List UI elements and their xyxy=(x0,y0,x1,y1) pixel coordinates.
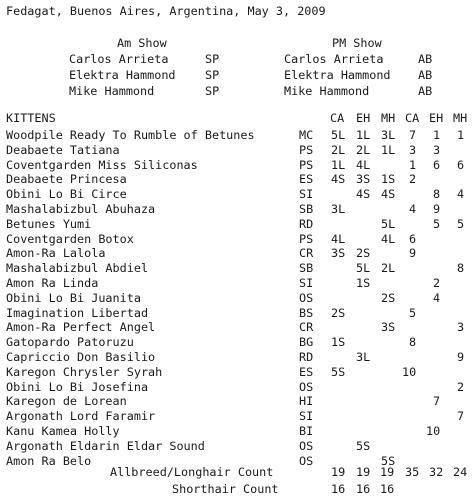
totals-value: 24 xyxy=(453,465,468,479)
score-cell: 9 xyxy=(409,246,417,261)
show-header: Fedagat, Buenos Aires, Argentina, May 3, 2009 xyxy=(6,4,326,18)
score-cell: 2L xyxy=(381,261,396,276)
am-judge-name: Elektra Hammond xyxy=(69,68,176,82)
column-header: MH xyxy=(453,111,468,125)
cat-name: Karegon de Lorean xyxy=(6,394,127,409)
cat-name: Amon-Ra Lalola xyxy=(6,246,106,261)
column-header: CA xyxy=(405,111,420,125)
am-judge-name: Mike Hammond xyxy=(69,84,155,98)
cat-name: Amon-Ra Perfect Angel xyxy=(6,320,156,335)
totals-label: Shorthair Count xyxy=(172,482,279,496)
pm-judge-code: AB xyxy=(418,68,433,82)
score-cell: 3L xyxy=(331,202,346,216)
score-cell: 3 xyxy=(409,142,417,157)
score-cell: 2L xyxy=(331,142,346,157)
score-cell: 1 xyxy=(433,128,441,142)
score-cell: 5S xyxy=(381,453,396,468)
color-class-code: ES xyxy=(299,364,314,379)
score-cell: 1L xyxy=(381,142,396,157)
score-cell: 4 xyxy=(457,187,465,202)
score-cell: 2S xyxy=(356,246,371,261)
score-cell: 2 xyxy=(409,172,417,187)
score-cell: 2S xyxy=(381,290,396,305)
score-cell: 2 xyxy=(433,276,441,290)
cat-name: Deabaete Tatiana xyxy=(6,142,120,157)
cat-name: Betunes Yumi xyxy=(6,216,92,231)
score-cell: 9 xyxy=(457,350,465,364)
totals-value: 32 xyxy=(429,465,444,479)
score-cell: 4L xyxy=(331,231,346,246)
color-class-code: PS xyxy=(299,157,314,172)
color-class-code: RD xyxy=(299,350,314,364)
score-cell: 4S xyxy=(381,187,396,202)
score-cell: 3L xyxy=(356,350,371,364)
am-show-title: Am Show xyxy=(117,36,167,50)
column-header: MH xyxy=(381,111,396,125)
score-cell: 5S xyxy=(331,364,346,379)
score-cell: 5 xyxy=(409,305,417,320)
color-class-code: SI xyxy=(299,187,314,202)
cat-name: Capriccio Don Basilio xyxy=(6,350,156,364)
score-cell: 1L xyxy=(356,128,371,142)
section-label: KITTENS xyxy=(6,111,56,125)
score-cell: 3S xyxy=(331,246,346,261)
totals-value: 19 xyxy=(331,465,346,479)
score-cell: 9 xyxy=(433,202,441,216)
totals-value: 19 xyxy=(380,465,395,479)
cat-name: Woodpile Ready To Rumble of Betunes xyxy=(6,128,255,142)
score-cell: 8 xyxy=(433,187,441,202)
score-cell: 1L xyxy=(331,157,346,172)
cat-name: Coventgarden Botox xyxy=(6,231,134,246)
score-cell: 7 xyxy=(457,409,465,424)
cat-name: Karegon Chrysler Syrah xyxy=(6,364,163,379)
score-cell: 4 xyxy=(409,202,417,216)
am-judge-code: SP xyxy=(205,68,220,82)
score-cell: 8 xyxy=(457,261,465,276)
score-cell: 5S xyxy=(356,438,371,453)
score-cell: 10 xyxy=(402,364,417,379)
score-cell: 4S xyxy=(331,172,346,187)
color-class-code: OS xyxy=(299,290,314,305)
score-cell: 6 xyxy=(409,231,417,246)
color-class-code: PS xyxy=(299,142,314,157)
color-class-code: PS xyxy=(299,231,314,246)
cat-name: Mashalabizbul Abdiel xyxy=(6,261,149,276)
score-cell: 2S xyxy=(331,305,346,320)
score-cell: 3 xyxy=(433,142,441,157)
color-class-code: HI xyxy=(299,394,314,409)
am-judge-code: SP xyxy=(205,52,220,66)
color-class-code: MC xyxy=(299,128,314,142)
score-cell: 4L xyxy=(381,231,396,246)
score-cell: 5L xyxy=(331,128,346,142)
pm-show-title: PM Show xyxy=(332,36,382,50)
pm-judge-code: AB xyxy=(418,84,433,98)
score-cell: 7 xyxy=(409,128,417,142)
color-class-code: CR xyxy=(299,320,314,335)
score-cell: 4L xyxy=(356,157,371,172)
cat-name: Obini Lo Bi Juanita xyxy=(6,290,141,305)
score-cell: 1 xyxy=(457,128,465,142)
column-header: CA xyxy=(330,111,345,125)
column-header: EH xyxy=(429,111,444,125)
score-cell: 3S xyxy=(356,172,371,187)
color-class-code: SB xyxy=(299,202,314,216)
pm-judge-code: AB xyxy=(418,52,433,66)
cat-name: Gatopardo Patoruzu xyxy=(6,335,134,350)
color-class-code: OS xyxy=(299,379,314,394)
pm-judge-name: Elektra Hammond xyxy=(284,68,391,82)
cat-name: Kanu Kamea Holly xyxy=(6,424,120,438)
color-class-code: SI xyxy=(299,409,314,424)
score-cell: 7 xyxy=(433,394,441,409)
cat-name: Imagination Libertad xyxy=(6,305,149,320)
color-class-code: SB xyxy=(299,261,314,276)
score-cell: 4 xyxy=(433,290,441,305)
score-cell: 4S xyxy=(356,187,371,202)
score-cell: 3S xyxy=(381,320,396,335)
color-class-code: BG xyxy=(299,335,314,350)
totals-value: 19 xyxy=(356,465,371,479)
pm-judge-name: Carlos Arrieta xyxy=(284,52,384,66)
score-cell: 6 xyxy=(433,157,441,172)
color-class-code: ES xyxy=(299,172,314,187)
score-cell: 10 xyxy=(426,424,441,438)
column-header: EH xyxy=(356,111,371,125)
cat-name: Amon Ra Linda xyxy=(6,276,99,290)
score-cell: 5 xyxy=(433,216,441,231)
totals-value: 16 xyxy=(331,482,346,496)
am-judge-name: Carlos Arrieta xyxy=(69,52,169,66)
score-cell: 5L xyxy=(356,261,371,276)
cat-name: Obini Lo Bi Josefina xyxy=(6,379,149,394)
score-cell: 5L xyxy=(381,216,396,231)
cat-name: Amon Ra Belo xyxy=(6,453,92,468)
cat-name: Argonath Lord Faramir xyxy=(6,409,156,424)
am-judge-code: SP xyxy=(205,84,220,98)
cat-name: Mashalabizbul Abuhaza xyxy=(6,202,156,216)
totals-value: 16 xyxy=(380,482,395,496)
score-cell: 1 xyxy=(409,157,417,172)
score-cell: 1S xyxy=(381,172,396,187)
score-cell: 3L xyxy=(381,128,396,142)
score-cell: 5 xyxy=(457,216,465,231)
cat-name: Argonath Eldarin Eldar Sound xyxy=(6,438,205,453)
score-cell: 1S xyxy=(331,335,346,350)
totals-value: 16 xyxy=(356,482,371,496)
score-cell: 6 xyxy=(457,157,465,172)
color-class-code: SI xyxy=(299,276,314,290)
cat-name: Obini Lo Bi Circe xyxy=(6,187,127,202)
score-cell: 2 xyxy=(457,379,465,394)
totals-value: 35 xyxy=(405,465,420,479)
score-cell: 1S xyxy=(356,276,371,290)
cat-name: Coventgarden Miss Siliconas xyxy=(6,157,198,172)
color-class-code: RD xyxy=(299,216,314,231)
color-class-code: CR xyxy=(299,246,314,261)
color-class-code: BS xyxy=(299,305,314,320)
score-cell: 8 xyxy=(409,335,417,350)
color-class-code: OS xyxy=(299,453,314,468)
score-cell: 3 xyxy=(457,320,465,335)
cat-name: Deabaete Princesa xyxy=(6,172,127,187)
color-class-code: OS xyxy=(299,438,314,453)
pm-judge-name: Mike Hammond xyxy=(284,84,370,98)
color-class-code: BI xyxy=(299,424,314,438)
score-cell: 2L xyxy=(356,142,371,157)
totals-label: Allbreed/Longhair Count xyxy=(110,465,274,479)
